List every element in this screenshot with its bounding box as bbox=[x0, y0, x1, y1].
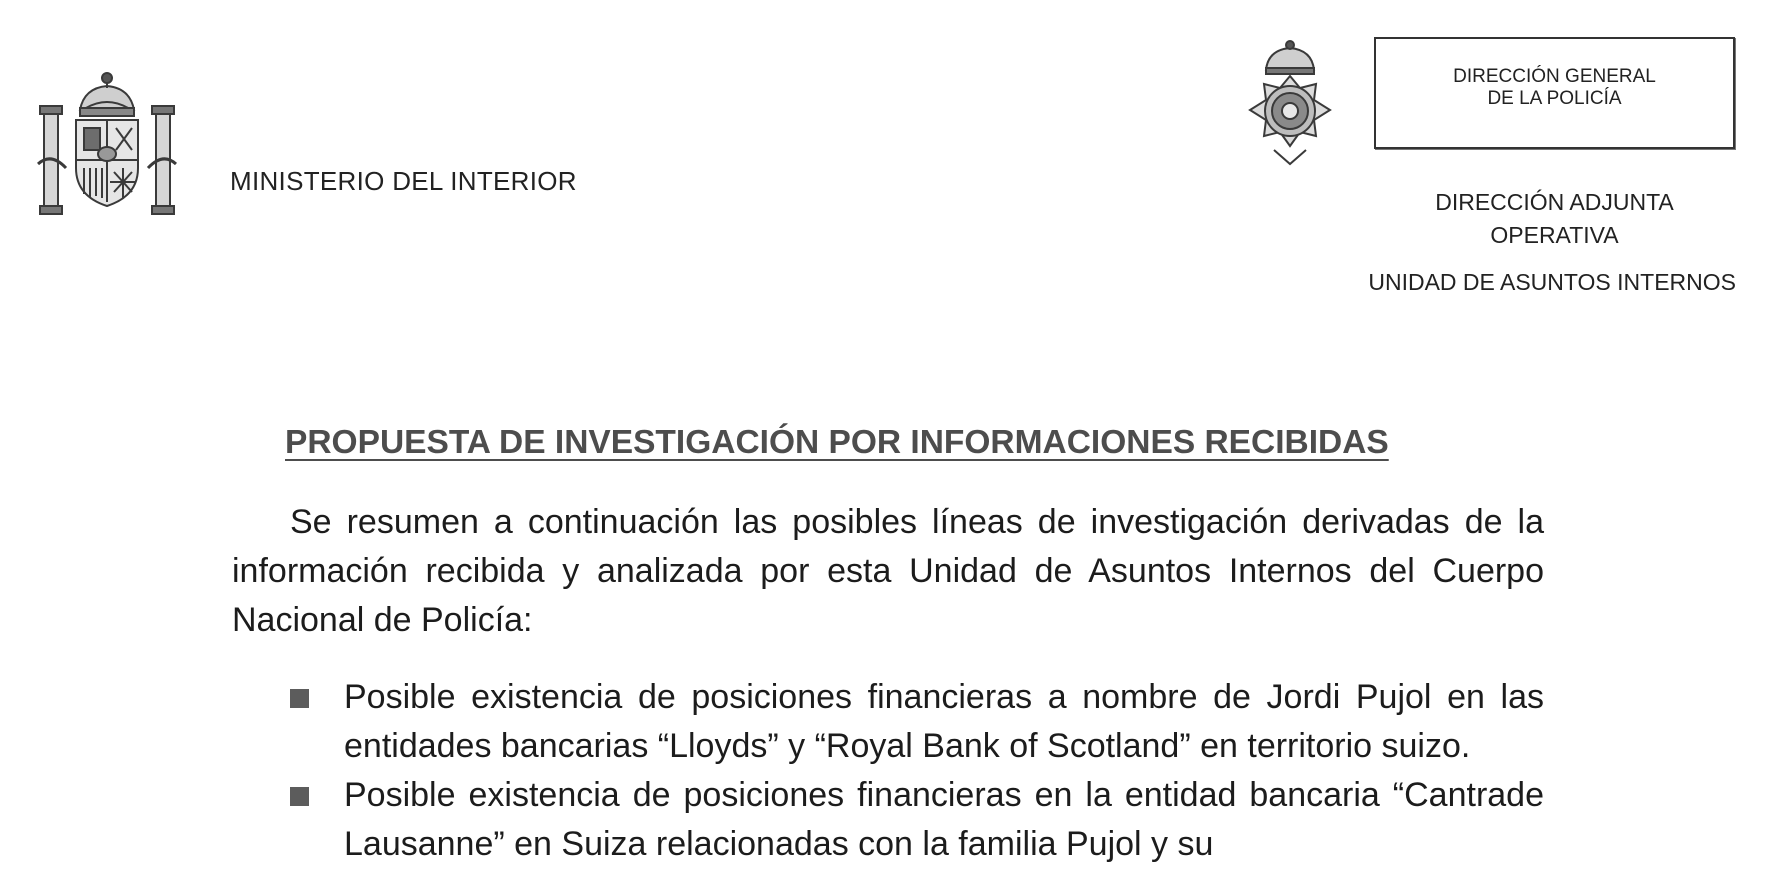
list-item-text: Posible existencia de posiciones financieras en la entidad bancaria “Cantrade Lausanne” en Suiza relacionadas con la familia Pujol y su bbox=[344, 776, 1544, 863]
list-item bbox=[232, 673, 1544, 771]
dg-line-1: DIRECCIÓN GENERAL bbox=[1453, 66, 1656, 87]
dao-line-2: OPERATIVA bbox=[1490, 222, 1619, 248]
coat-of-arms-icon bbox=[36, 68, 178, 218]
document-title: PROPUESTA DE INVESTIGACIÓN POR INFORMACIONES RECIBIDAS bbox=[285, 424, 1389, 461]
dao-line-1: DIRECCIÓN ADJUNTA bbox=[1435, 189, 1674, 215]
document-body bbox=[232, 498, 1544, 869]
list-item bbox=[232, 771, 1544, 869]
police-badge-icon bbox=[1244, 40, 1336, 170]
intro-paragraph: Se resumen a continuación las posibles líneas de investigación derivadas de la información recibida y analizada por esta Unidad de Asuntos Internos del Cuerpo Nacional de Policía: bbox=[232, 503, 1544, 639]
ministry-label: MINISTERIO DEL INTERIOR bbox=[230, 166, 577, 196]
square-bullet-icon bbox=[290, 787, 309, 806]
list-item-text: Posible existencia de posiciones financieras a nombre de Jordi Pujol en las entidades bancarias “Lloyds” y “Royal Bank of Scotland” en territorio suizo. bbox=[344, 678, 1544, 765]
direccion-adjunta-label bbox=[1374, 186, 1735, 252]
dg-line-2: DE LA POLICÍA bbox=[1487, 88, 1622, 109]
square-bullet-icon bbox=[290, 689, 309, 708]
unit-label: UNIDAD DE ASUNTOS INTERNOS bbox=[1368, 269, 1736, 295]
investigation-lines-list bbox=[232, 673, 1544, 869]
direccion-general-box bbox=[1374, 37, 1735, 149]
